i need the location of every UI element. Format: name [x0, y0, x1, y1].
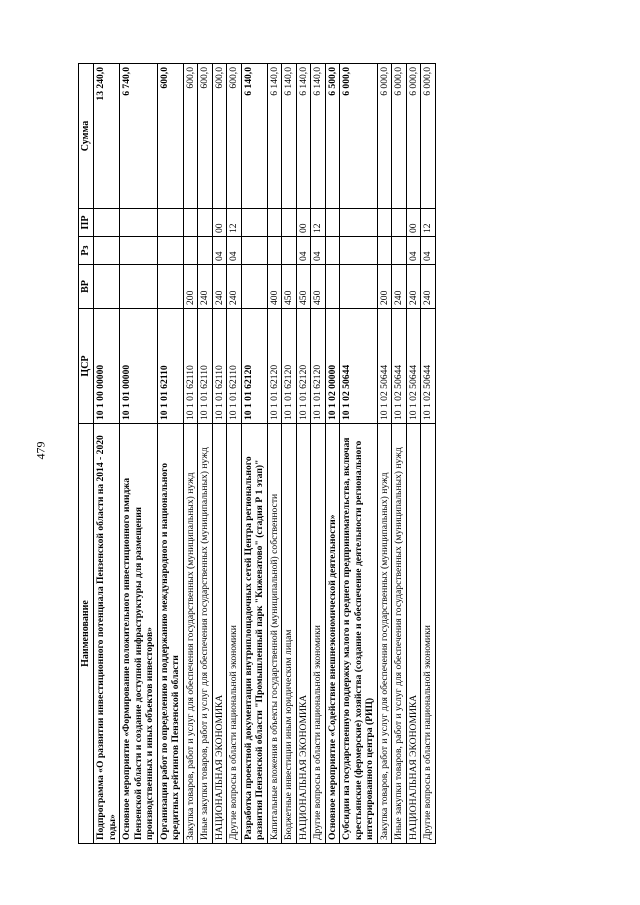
header-csr: ЦСР	[79, 309, 94, 424]
cell-vr: 240	[198, 265, 213, 309]
cell-vr: 450	[296, 265, 311, 309]
cell-rz	[157, 237, 183, 265]
cell-vr: 240	[421, 265, 436, 309]
cell-rz	[241, 237, 267, 265]
cell-csr: 10 1 01 62110	[183, 309, 198, 424]
cell-rz	[120, 237, 158, 265]
cell-name: Капитальные вложения в объекты государственной (муниципальной) собственности	[267, 424, 282, 844]
cell-rz: 04	[296, 237, 311, 265]
cell-csr: 10 1 02 50644	[406, 309, 421, 424]
cell-rz	[377, 237, 392, 265]
cell-pr: 00	[296, 209, 311, 237]
table-row	[157, 64, 183, 844]
cell-vr: 450	[282, 265, 297, 309]
cell-pr	[241, 209, 267, 237]
cell-sum: 600,0	[198, 64, 213, 209]
cell-sum: 600,0	[157, 64, 183, 209]
cell-rz	[267, 237, 282, 265]
cell-pr: 12	[227, 209, 242, 237]
budget-table	[78, 63, 436, 844]
cell-csr: 10 1 02 00000	[325, 309, 340, 424]
cell-vr	[120, 265, 158, 309]
table-row	[282, 64, 297, 844]
cell-sum: 600,0	[227, 64, 242, 209]
cell-pr	[157, 209, 183, 237]
table-row	[198, 64, 213, 844]
cell-vr: 450	[311, 265, 326, 309]
cell-sum: 6 000,0	[340, 64, 378, 209]
cell-csr: 10 1 01 62110	[198, 309, 213, 424]
cell-rz	[392, 237, 407, 265]
cell-sum: 6 000,0	[421, 64, 436, 209]
cell-vr: 200	[377, 265, 392, 309]
table-row	[296, 64, 311, 844]
table-row	[94, 64, 120, 844]
cell-csr: 10 1 01 62110	[227, 309, 242, 424]
table-row	[406, 64, 421, 844]
cell-name: Основное мероприятие «Формирование положительного инвестиционного имиджа Пензенской области и создание доступной инфраструктуры для размещения производственных и иных объектов инвесторов»	[120, 424, 158, 844]
cell-pr	[340, 209, 378, 237]
table-row	[241, 64, 267, 844]
cell-vr: 240	[392, 265, 407, 309]
cell-vr: 240	[227, 265, 242, 309]
cell-sum: 6 500,0	[325, 64, 340, 209]
cell-sum: 6 140,0	[241, 64, 267, 209]
cell-pr	[94, 209, 120, 237]
cell-csr: 10 1 02 50644	[421, 309, 436, 424]
cell-vr: 400	[267, 265, 282, 309]
table-row	[311, 64, 326, 844]
cell-pr	[183, 209, 198, 237]
cell-name: Подпрограмма «О развитии инвестиционного потенциала Пензенской области на 2014 - 2020 годы»	[94, 424, 120, 844]
cell-name: Другие вопросы в области национальной экономики	[227, 424, 242, 844]
cell-vr	[241, 265, 267, 309]
header-pr: ПР	[79, 209, 94, 237]
cell-rz	[198, 237, 213, 265]
cell-pr: 12	[421, 209, 436, 237]
header-name: Наименование	[79, 424, 94, 844]
cell-vr	[157, 265, 183, 309]
cell-sum: 6 000,0	[377, 64, 392, 209]
table-row	[120, 64, 158, 844]
cell-sum: 13 240,0	[94, 64, 120, 209]
cell-csr: 10 1 00 00000	[94, 309, 120, 424]
table-row	[267, 64, 282, 844]
cell-pr	[377, 209, 392, 237]
cell-name: Иные закупки товаров, работ и услуг для обеспечения государственных (муниципальных) нужд	[198, 424, 213, 844]
cell-pr	[267, 209, 282, 237]
cell-csr: 10 1 01 00000	[120, 309, 158, 424]
cell-pr	[120, 209, 158, 237]
table-row	[377, 64, 392, 844]
cell-sum: 6 000,0	[406, 64, 421, 209]
cell-vr	[94, 265, 120, 309]
cell-rz: 04	[311, 237, 326, 265]
cell-vr: 200	[183, 265, 198, 309]
rotated-table-container	[78, 64, 548, 844]
cell-pr: 00	[212, 209, 227, 237]
cell-rz: 04	[421, 237, 436, 265]
cell-name: Другие вопросы в области национальной экономики	[311, 424, 326, 844]
cell-rz	[183, 237, 198, 265]
cell-csr: 10 1 01 62120	[282, 309, 297, 424]
cell-vr: 240	[212, 265, 227, 309]
cell-pr: 00	[406, 209, 421, 237]
cell-csr: 10 1 02 50644	[377, 309, 392, 424]
cell-name: Закупка товаров, работ и услуг для обеспечения государственных (муниципальных) нужд	[377, 424, 392, 844]
cell-sum: 6 000,0	[392, 64, 407, 209]
cell-rz	[340, 237, 378, 265]
header-rz: Рз	[79, 237, 94, 265]
header-vr: ВР	[79, 265, 94, 309]
cell-csr: 10 1 01 62120	[241, 309, 267, 424]
cell-rz: 04	[406, 237, 421, 265]
page-number: 479	[33, 441, 48, 460]
cell-name: Основное мероприятие «Содействие внешнеэкономической деятельности»	[325, 424, 340, 844]
cell-sum: 6 140,0	[311, 64, 326, 209]
table-body	[94, 64, 436, 844]
cell-name: Разработка проектной документации внутриплощадочных сетей Центра регионального развития Пензенской области "Промышленный парк "Кижеватово" (стадия Р 1 этап)"	[241, 424, 267, 844]
cell-vr: 240	[406, 265, 421, 309]
table-row	[392, 64, 407, 844]
cell-name: Закупка товаров, работ и услуг для обеспечения государственных (муниципальных) нужд	[183, 424, 198, 844]
table-row	[227, 64, 242, 844]
cell-name: НАЦИОНАЛЬНАЯ ЭКОНОМИКА	[296, 424, 311, 844]
cell-pr	[325, 209, 340, 237]
table-row	[421, 64, 436, 844]
table-header-row	[79, 64, 94, 844]
cell-vr	[340, 265, 378, 309]
cell-sum: 6 140,0	[282, 64, 297, 209]
cell-rz	[325, 237, 340, 265]
cell-sum: 6 140,0	[267, 64, 282, 209]
cell-csr: 10 1 01 62120	[267, 309, 282, 424]
cell-vr	[325, 265, 340, 309]
cell-pr	[392, 209, 407, 237]
table-row	[183, 64, 198, 844]
cell-name: Бюджетные инвестиции иным юридическим лицам	[282, 424, 297, 844]
table-row	[212, 64, 227, 844]
cell-name: Организация работ по определению и поддержанию международного и национального кредитных рейтингов Пензенской области	[157, 424, 183, 844]
cell-rz: 04	[212, 237, 227, 265]
cell-name: НАЦИОНАЛЬНАЯ ЭКОНОМИКА	[212, 424, 227, 844]
cell-csr: 10 1 01 62110	[157, 309, 183, 424]
cell-sum: 600,0	[183, 64, 198, 209]
table-row	[325, 64, 340, 844]
cell-csr: 10 1 01 62120	[311, 309, 326, 424]
cell-rz	[94, 237, 120, 265]
cell-csr: 10 1 02 50644	[392, 309, 407, 424]
cell-csr: 10 1 01 62120	[296, 309, 311, 424]
cell-name: НАЦИОНАЛЬНАЯ ЭКОНОМИКА	[406, 424, 421, 844]
cell-sum: 6 740,0	[120, 64, 158, 209]
cell-pr	[282, 209, 297, 237]
cell-sum: 6 140,0	[296, 64, 311, 209]
cell-name: Субсидии на государственную поддержку малого и среднего предпринимательства, включая крестьянские (фермерские) хозяйства (создание и обеспечение деятельности регионального интегрированного центра (РИЦ)	[340, 424, 378, 844]
cell-name: Другие вопросы в области национальной экономики	[421, 424, 436, 844]
cell-rz: 04	[227, 237, 242, 265]
cell-sum: 600,0	[212, 64, 227, 209]
cell-pr: 12	[311, 209, 326, 237]
cell-csr: 10 1 01 62110	[212, 309, 227, 424]
cell-rz	[282, 237, 297, 265]
cell-csr: 10 1 02 50644	[340, 309, 378, 424]
cell-name: Иные закупки товаров, работ и услуг для обеспечения государственных (муниципальных) нужд	[392, 424, 407, 844]
cell-pr	[198, 209, 213, 237]
header-sum: Сумма	[79, 64, 94, 209]
table-row	[340, 64, 378, 844]
